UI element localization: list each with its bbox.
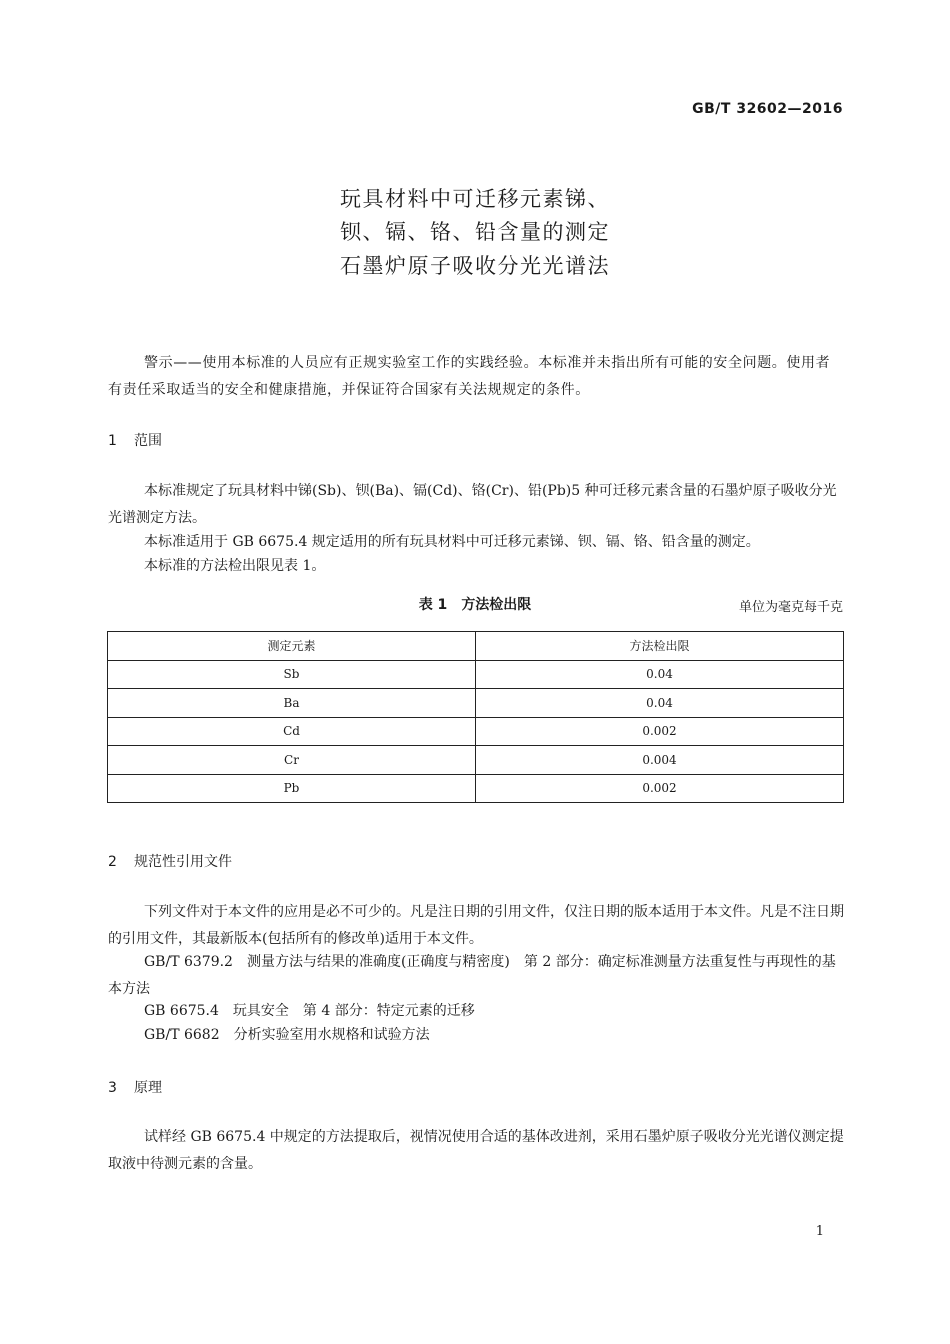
document-title-line-2: 钡、镉、铬、铅含量的测定	[340, 220, 610, 244]
standard-code: GB/T 32602—2016	[692, 101, 843, 117]
element-cell: Pb	[108, 774, 476, 803]
scope-paragraph-1: 本标准规定了玩具材料中锑(Sb)、钡(Ba)、镉(Cd)、铬(Cr)、铅(Pb)5 种可迁移元素含量的石墨炉原子吸收分光光谱测定方法。	[108, 483, 837, 526]
section-title: 规范性引用文件	[134, 854, 232, 870]
element-cell: Ba	[108, 689, 476, 718]
section-title: 原理	[134, 1080, 162, 1096]
column-header: 方法检出限	[476, 632, 844, 661]
table-row	[108, 689, 844, 718]
section-2-heading	[108, 851, 232, 871]
table-row	[108, 717, 844, 746]
section-number: 3	[108, 1080, 117, 1096]
table-unit: 单位为毫克每千克	[738, 600, 843, 615]
normative-paragraph: 下列文件对于本文件的应用是必不可少的。凡是注日期的引用文件，仅注日期的版本适用于本文件。凡是不注日期的引用文件，其最新版本(包括所有的修改单)适用于本文件。	[108, 904, 844, 947]
detection-limit-table	[107, 631, 844, 803]
element-cell: Sb	[108, 660, 476, 689]
limit-cell: 0.002	[476, 774, 844, 803]
section-title: 范围	[134, 433, 162, 449]
table-row	[108, 660, 844, 689]
section-3-heading	[108, 1077, 162, 1097]
table-label: 表 1	[418, 597, 448, 613]
limit-cell: 0.002	[476, 717, 844, 746]
table-row	[108, 746, 844, 775]
document-title-line-1: 玩具材料中可迁移元素锑、	[340, 187, 610, 211]
reference-gbt-6682: GB/T 6682 分析实验室用水规格和试验方法	[144, 1027, 430, 1043]
principle-paragraph: 试样经 GB 6675.4 中规定的方法提取后，视情况使用合适的基体改进剂，采用石墨炉原子吸收分光光谱仪测定提取液中待测元素的含量。	[108, 1129, 844, 1172]
page-number: 1	[815, 1224, 824, 1239]
element-cell: Cd	[108, 717, 476, 746]
table-row	[108, 774, 844, 803]
reference-gb-6675-4: GB 6675.4 玩具安全 第 4 部分：特定元素的迁移	[144, 1003, 475, 1019]
reference-gbt-6379-2: GB/T 6379.2 测量方法与结果的准确度(正确度与精密度) 第 2 部分：确定标准测量方法重复性与再现性的基本方法	[108, 954, 836, 997]
limit-cell: 0.04	[476, 660, 844, 689]
element-cell: Cr	[108, 746, 476, 775]
warning-paragraph: 警示——使用本标准的人员应有正规实验室工作的实践经验。本标准并未指出所有可能的安全问题。使用者有责任采取适当的安全和健康措施，并保证符合国家有关法规规定的条件。	[108, 355, 831, 398]
table-title: 方法检出限	[461, 597, 532, 613]
column-header: 测定元素	[108, 632, 476, 661]
limit-cell: 0.04	[476, 689, 844, 718]
scope-paragraph-3: 本标准的方法检出限见表 1。	[144, 558, 326, 574]
table-header-row	[108, 632, 844, 661]
section-1-heading	[108, 430, 162, 450]
section-number: 2	[108, 854, 117, 870]
limit-cell: 0.004	[476, 746, 844, 775]
scope-paragraph-2: 本标准适用于 GB 6675.4 规定适用的所有玩具材料中可迁移元素锑、钡、镉、铬、铅含量的测定。	[144, 534, 760, 550]
section-number: 1	[108, 433, 117, 449]
document-title-line-3: 石墨炉原子吸收分光光谱法	[340, 254, 610, 278]
